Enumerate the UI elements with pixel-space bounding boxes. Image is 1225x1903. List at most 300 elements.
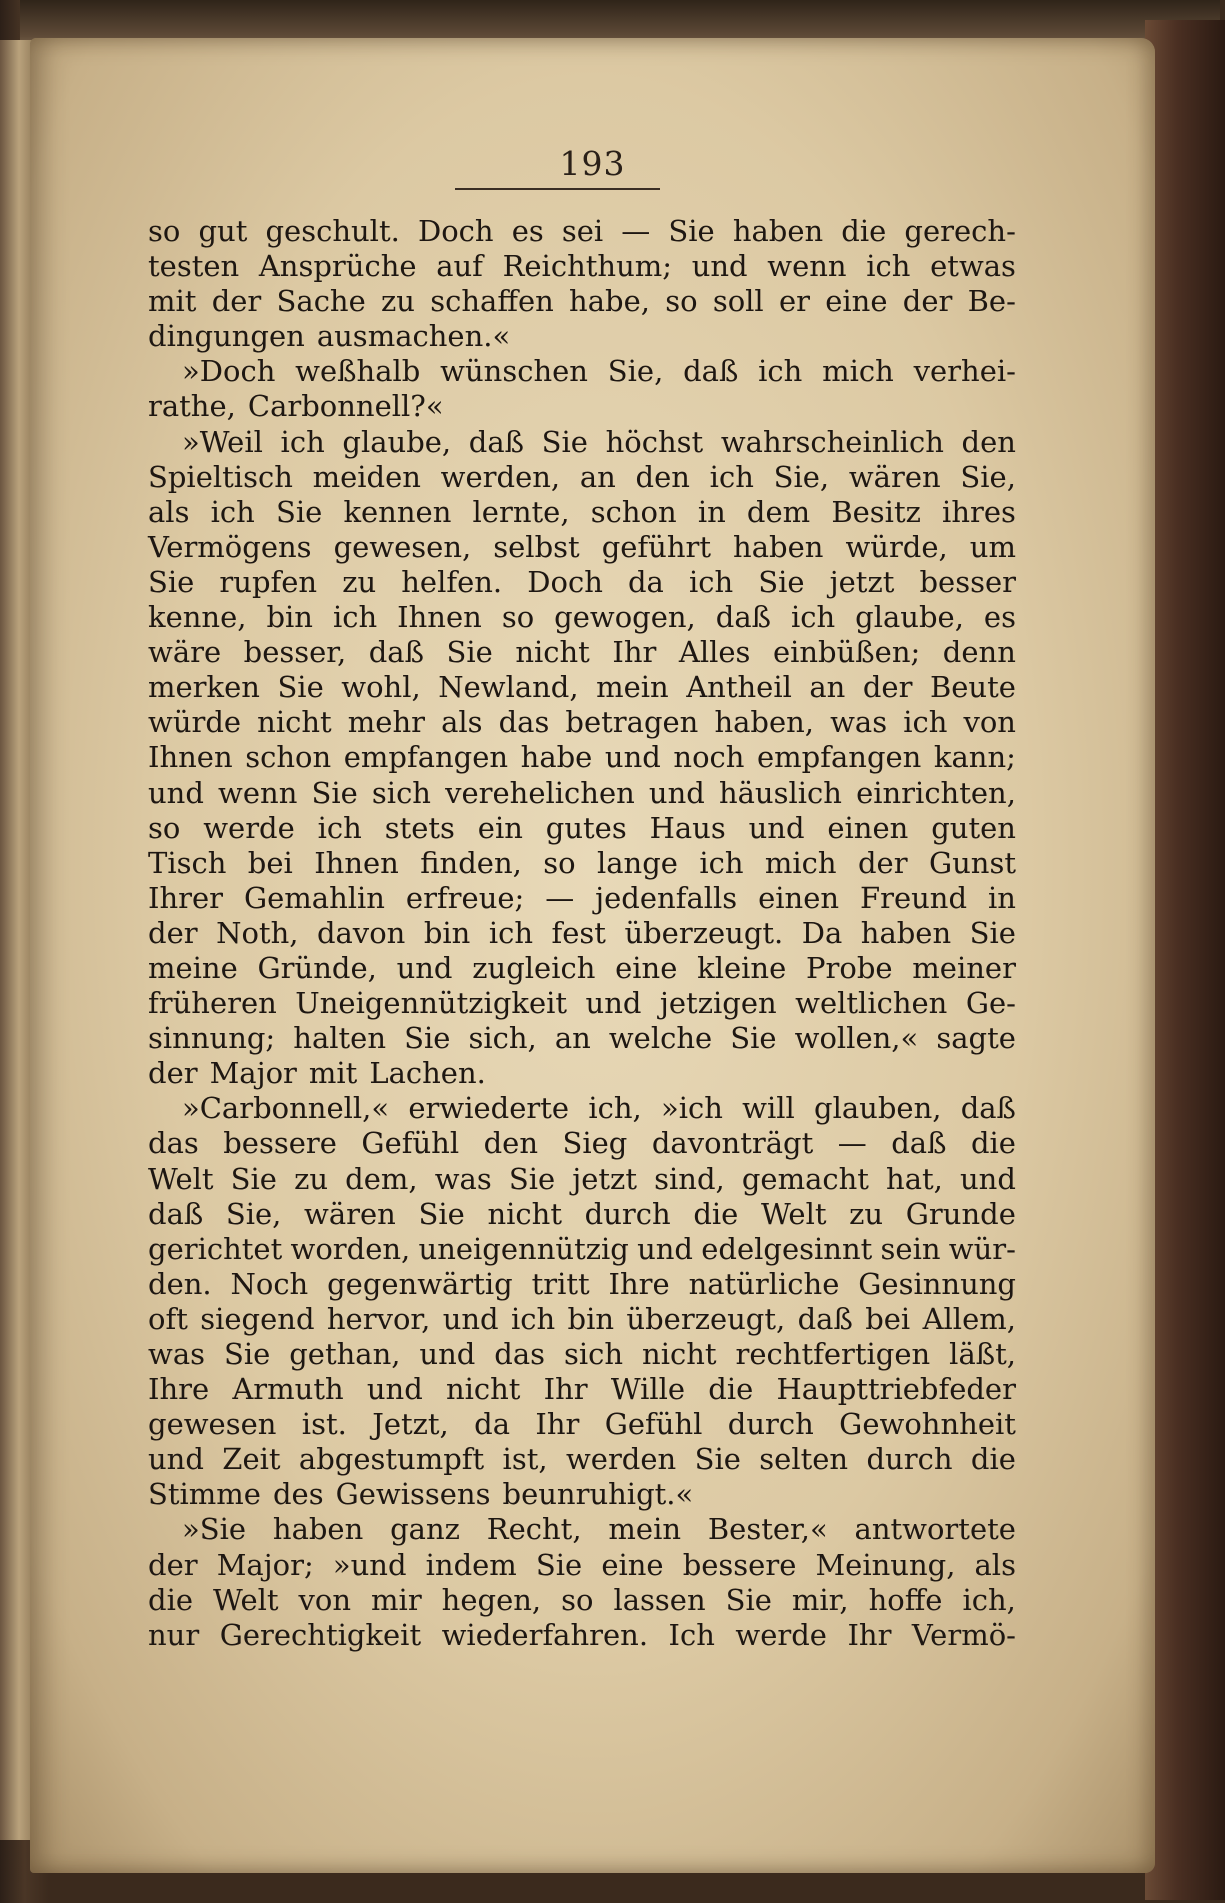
word: ich — [688, 564, 734, 599]
word: — — [621, 214, 651, 248]
word: zu — [849, 1196, 884, 1231]
text-line — [148, 495, 1016, 530]
text-line — [148, 1548, 1016, 1583]
word: bessere — [223, 1126, 337, 1161]
word: da — [627, 564, 664, 599]
text-line — [148, 1267, 1016, 1302]
word: ganz — [390, 1512, 460, 1547]
word: jetzigen — [659, 986, 777, 1021]
word: hat, — [886, 1161, 943, 1196]
word: nicht — [515, 635, 590, 670]
word: bin — [423, 915, 471, 950]
word: Stimme — [148, 1477, 261, 1512]
word: daß — [715, 600, 771, 635]
word: Ihr — [543, 1372, 588, 1407]
text-line — [148, 846, 1016, 881]
word: an — [554, 1021, 591, 1056]
word: habe — [520, 740, 593, 775]
word: so — [148, 214, 181, 248]
word: mich — [822, 354, 894, 389]
page-number: 193 — [559, 144, 626, 183]
word: die — [148, 1582, 194, 1617]
word: daß — [468, 424, 525, 459]
word: es — [983, 600, 1016, 635]
word: oft — [148, 1301, 188, 1336]
word: läßt, — [949, 1337, 1016, 1371]
word: mehr — [347, 705, 425, 740]
word: »und — [332, 1547, 407, 1582]
text-line — [148, 1056, 1016, 1091]
word: daß — [891, 1126, 947, 1161]
word: sich — [371, 775, 431, 810]
word: indem — [425, 1547, 517, 1582]
word: beunruhigt.« — [502, 1477, 694, 1512]
word: Noch — [230, 1266, 309, 1301]
word: einbüßen; — [772, 635, 921, 670]
word: gerichtet — [148, 1231, 283, 1266]
word: Sie — [404, 1021, 451, 1056]
text-line — [148, 951, 1016, 986]
word: geschult. — [265, 214, 400, 248]
word: Ihnen — [148, 740, 233, 775]
word: jetzt — [829, 564, 895, 599]
word: ist, — [502, 1442, 548, 1477]
word: Allem, — [922, 1301, 1016, 1336]
word: verhei- — [913, 354, 1016, 389]
word: überzeugt, — [626, 1301, 786, 1336]
word: zu — [381, 284, 415, 319]
word: Sie — [541, 424, 588, 459]
word: schon — [245, 740, 332, 775]
word: Reichthum; — [502, 249, 673, 284]
word: Welt — [213, 1582, 279, 1617]
word: wür- — [948, 1231, 1016, 1266]
word: und — [366, 1372, 423, 1407]
word: kann; — [933, 740, 1016, 775]
word: gut — [198, 214, 248, 248]
word: und — [648, 775, 705, 810]
word: sind, — [654, 1161, 725, 1196]
word: ich — [332, 600, 378, 635]
word: den. — [148, 1266, 212, 1301]
word: Beute — [929, 670, 1016, 705]
word: edelgesinnt — [701, 1231, 873, 1266]
word: gerech- — [904, 214, 1016, 248]
word: der — [857, 845, 908, 880]
word: Meinung, — [815, 1547, 956, 1582]
word: an — [809, 670, 846, 705]
word: Probe — [806, 950, 893, 985]
word: natürliche — [688, 1266, 840, 1301]
word: zugleich — [472, 950, 596, 985]
word: als — [441, 705, 483, 740]
text-line — [148, 600, 1016, 635]
word: ich — [903, 705, 948, 740]
text-line — [148, 705, 1016, 740]
word: häuslich — [718, 775, 842, 810]
word: Sie — [535, 1547, 583, 1582]
word: bei — [865, 1301, 911, 1336]
text-line — [148, 530, 1016, 565]
word: »Doch — [182, 354, 276, 389]
word: früheren — [148, 986, 277, 1021]
text-line — [148, 284, 1016, 319]
word: bin — [567, 1301, 615, 1336]
word: das — [148, 1126, 199, 1161]
word: stets — [384, 810, 455, 845]
word: und — [637, 1231, 693, 1266]
word: — — [837, 1126, 867, 1161]
word: Grunde — [905, 1196, 1016, 1231]
word: der — [148, 1547, 198, 1582]
word: haben — [732, 214, 824, 248]
word: jetzt — [572, 1161, 637, 1196]
word: und — [442, 1301, 499, 1336]
word: die — [970, 1442, 1016, 1477]
word: Sie — [668, 214, 715, 248]
word: Doch — [527, 564, 603, 599]
word: wäre — [148, 635, 222, 670]
word: habe, — [569, 284, 650, 319]
word: den — [635, 459, 690, 494]
word: nicht — [257, 705, 332, 740]
text-line — [148, 1162, 1016, 1197]
word: dingungen — [148, 319, 305, 354]
word: abgestumpft — [298, 1442, 485, 1477]
word: dem, — [345, 1161, 418, 1196]
word: in — [697, 494, 726, 529]
word: an — [579, 459, 616, 494]
word: der — [902, 284, 953, 319]
word: empfangen — [757, 740, 922, 775]
word: selten — [759, 1442, 849, 1477]
word: ist. — [301, 1407, 347, 1442]
word: Vermö- — [911, 1617, 1016, 1652]
word: gutes — [545, 810, 627, 845]
text-line — [148, 1232, 1016, 1267]
word: bin — [266, 600, 313, 635]
word: sei — [561, 214, 604, 248]
word: »Sie — [182, 1512, 247, 1547]
word: und — [748, 810, 805, 845]
word: besser, — [243, 635, 347, 670]
word: wiederfahren. — [441, 1617, 649, 1652]
word: Gefühl — [361, 1126, 460, 1161]
text-line — [148, 1618, 1016, 1653]
word: davonträgt — [651, 1126, 814, 1161]
word: so — [501, 600, 535, 635]
word: Sie — [223, 1337, 271, 1371]
word: geführt — [601, 529, 712, 564]
text-line — [148, 1512, 1016, 1547]
word: worden, — [290, 1231, 411, 1266]
word: nicht — [487, 1196, 562, 1231]
word: und — [396, 950, 453, 985]
word: den — [483, 1126, 538, 1161]
word: Wille — [610, 1372, 686, 1407]
word: meiner — [912, 950, 1016, 985]
word: mir, — [791, 1582, 849, 1617]
word: Spieltisch — [148, 459, 293, 494]
word: ich — [790, 600, 836, 635]
word: er — [778, 284, 810, 319]
word: als — [148, 494, 190, 529]
word: gewogen, — [554, 600, 696, 635]
word: eine — [615, 950, 678, 985]
word: gemacht — [741, 1161, 869, 1196]
word: Gründe, — [257, 950, 377, 985]
word: und — [691, 249, 748, 284]
word: verehelichen — [445, 775, 635, 810]
word: bei — [247, 845, 293, 880]
word: Ihr — [535, 1407, 580, 1442]
word: werden — [565, 1442, 677, 1477]
word: welche — [608, 1021, 713, 1056]
word: Sie — [275, 494, 323, 529]
word: in — [987, 880, 1016, 915]
word: sich, — [468, 1021, 537, 1056]
word: eine — [601, 1547, 664, 1582]
word: die — [693, 1196, 739, 1231]
word: Sie — [694, 1442, 741, 1477]
word: die — [841, 214, 887, 248]
word: sich — [564, 1337, 624, 1371]
word: betragen — [565, 705, 699, 740]
text-line — [148, 354, 1016, 389]
word: daß — [683, 354, 739, 389]
word: einrichten, — [856, 775, 1016, 810]
word: und — [148, 1442, 204, 1477]
word: Ihnen — [397, 600, 482, 635]
word: Uneigennützigkeit — [295, 986, 568, 1021]
word: Lachen. — [369, 1056, 486, 1091]
word: haben — [272, 1512, 364, 1547]
text-line — [148, 635, 1016, 670]
word: mich — [764, 845, 837, 880]
word: Haupttriebfeder — [776, 1372, 1016, 1407]
word: wären — [304, 1196, 396, 1231]
word: gethan, — [289, 1337, 401, 1371]
word: haben — [860, 915, 952, 950]
word: ich — [699, 845, 744, 880]
word: Ansprüche — [258, 249, 417, 284]
word: Noth, — [216, 915, 299, 950]
word: und — [148, 775, 204, 810]
word: Ich — [668, 1617, 715, 1652]
text-line — [148, 460, 1016, 495]
word: Jetzt, — [372, 1407, 449, 1442]
word: daß — [148, 1196, 204, 1231]
word: ich, — [588, 1091, 642, 1126]
word: rathe, — [148, 389, 236, 424]
word: schaffen — [430, 284, 554, 319]
word: etwas — [930, 249, 1016, 284]
text-line — [148, 1021, 1016, 1056]
word: zu — [342, 564, 377, 599]
word: und — [960, 1161, 1016, 1196]
word: sagte — [936, 1021, 1016, 1056]
text-line — [148, 916, 1016, 951]
word: und — [604, 740, 661, 775]
word: Gesinnung — [858, 1266, 1016, 1301]
word: Major — [209, 1056, 297, 1091]
word: ein — [477, 810, 523, 845]
word: was — [830, 705, 888, 740]
word: ich — [758, 354, 803, 389]
word: Sieg — [562, 1126, 628, 1161]
word: Welt — [760, 1196, 827, 1231]
word: höchst — [605, 424, 704, 459]
text-line — [148, 1302, 1016, 1337]
word: würde — [148, 705, 242, 740]
word: haben, — [714, 705, 815, 740]
word: glaube, — [342, 424, 452, 459]
word: daß — [960, 1091, 1016, 1126]
word: Welt — [148, 1161, 214, 1196]
word: lange — [596, 845, 678, 880]
word: nicht — [642, 1337, 717, 1371]
word: Sie — [725, 1582, 772, 1617]
word: halten — [293, 1021, 387, 1056]
word: ich — [317, 810, 362, 845]
word: Sie, — [773, 459, 830, 494]
word: Sie — [446, 635, 493, 670]
text-line — [148, 670, 1016, 705]
word: was — [434, 1161, 492, 1196]
word: um — [969, 529, 1016, 564]
word: sinnung; — [148, 1021, 276, 1056]
word: wohl, — [341, 670, 421, 705]
word: Sie — [230, 1161, 277, 1196]
word: besser — [919, 564, 1016, 599]
word: werde — [203, 810, 295, 845]
word: kenne, — [148, 600, 247, 635]
word: nicht — [445, 1372, 521, 1407]
word: Gemahlin — [243, 880, 385, 915]
word: Carbonnell?« — [247, 389, 444, 424]
word: Alles — [678, 635, 751, 670]
word: helfen. — [401, 564, 503, 599]
word: meiden — [312, 459, 421, 494]
word: Ihr — [847, 1617, 892, 1652]
word: ich — [488, 915, 534, 950]
word: werde — [735, 1617, 827, 1652]
word: Recht, — [486, 1512, 582, 1547]
word: zu — [294, 1161, 329, 1196]
word: und — [419, 1337, 476, 1371]
word: so — [665, 284, 698, 319]
word: — — [545, 880, 575, 915]
text-line — [148, 740, 1016, 775]
word: der — [211, 284, 262, 319]
word: kleine — [697, 950, 787, 985]
word: überzeugt. — [624, 915, 784, 950]
text-line — [148, 776, 1016, 811]
word: das — [498, 705, 550, 740]
word: gewesen — [148, 1407, 277, 1442]
word: Ihre — [148, 1372, 210, 1407]
book-cover-edge — [1145, 20, 1225, 1900]
word: auf — [436, 249, 483, 284]
text-line — [148, 1372, 1016, 1407]
word: hegen, — [441, 1582, 542, 1617]
word: davon — [316, 915, 406, 950]
word: was — [148, 1337, 205, 1371]
text-line — [148, 1477, 1016, 1512]
word: so — [561, 1582, 594, 1617]
word: Gewissens — [335, 1477, 491, 1512]
word: siegend — [200, 1301, 315, 1336]
text-line — [148, 425, 1016, 460]
word: wünschen — [440, 354, 588, 389]
word: soll — [712, 284, 764, 319]
word: glauben, — [814, 1091, 942, 1126]
text-line — [148, 565, 1016, 600]
word: einen — [758, 880, 840, 915]
word: schon — [590, 494, 677, 529]
word: Sie — [277, 670, 324, 705]
word: wollen,« — [794, 1021, 919, 1056]
word: würde, — [845, 529, 948, 564]
word: gewesen, — [333, 529, 472, 564]
word: mit — [148, 284, 197, 319]
word: tritt — [531, 1266, 590, 1301]
word: weltlichen — [795, 986, 948, 1021]
word: eine — [825, 284, 888, 319]
word: des — [272, 1477, 324, 1512]
word: finden, — [420, 845, 522, 880]
text-line — [148, 1442, 1016, 1477]
text-line — [148, 1583, 1016, 1618]
word: mit — [308, 1056, 358, 1091]
word: »ich — [660, 1091, 723, 1126]
word: testen — [148, 249, 240, 284]
word: Da — [801, 915, 843, 950]
word: antwortete — [854, 1512, 1016, 1547]
word: wahrscheinlich — [720, 424, 944, 459]
word: wären — [848, 459, 941, 494]
word: rupfen — [219, 564, 318, 599]
text-line — [148, 1126, 1016, 1161]
word: mir — [371, 1582, 422, 1617]
word: einen — [827, 810, 909, 845]
word: glaube, — [855, 600, 964, 635]
word: »Weil — [182, 424, 263, 459]
word: bessere — [682, 1547, 797, 1582]
word: lassen — [613, 1582, 706, 1617]
word: dem — [746, 494, 811, 529]
word: Sie — [148, 564, 195, 599]
text-line — [148, 1337, 1016, 1372]
word: daß — [368, 635, 424, 670]
word: von — [963, 705, 1016, 740]
word: Ihre — [608, 1266, 670, 1301]
word: ich, — [962, 1582, 1016, 1617]
word: es — [511, 214, 544, 248]
text-line — [148, 811, 1016, 846]
word: Tisch — [148, 845, 227, 880]
word: Haus — [649, 810, 726, 845]
word: Newland, — [438, 670, 579, 705]
word: erfreue; — [405, 880, 525, 915]
word: Antheil — [686, 670, 792, 705]
word: Sie — [969, 915, 1016, 950]
word: Sie, — [225, 1196, 282, 1231]
word: hoffe — [868, 1582, 943, 1617]
word: sein — [880, 1231, 941, 1266]
word: Freund — [859, 880, 968, 915]
word: erwiederte — [408, 1091, 570, 1126]
